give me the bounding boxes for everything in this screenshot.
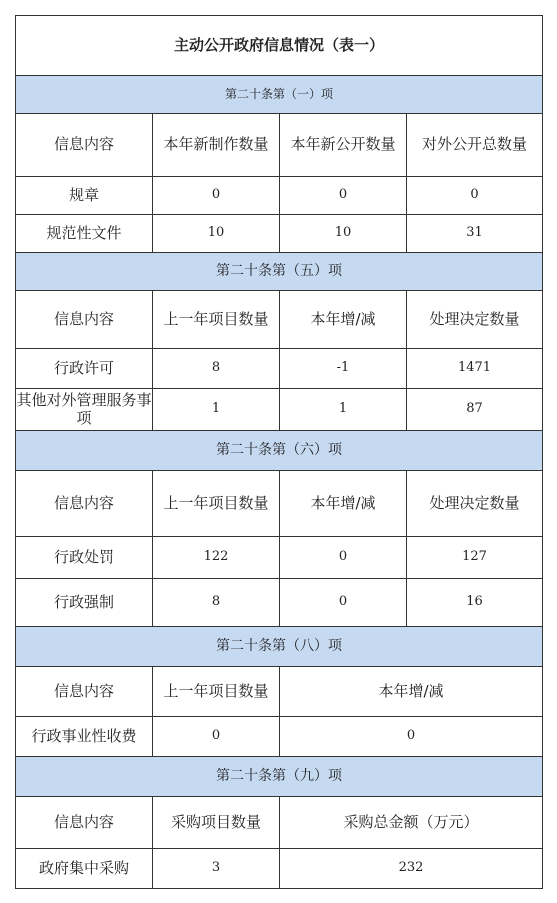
column-header: 本年新制作数量 xyxy=(153,114,280,177)
column-header: 对外公开总数量 xyxy=(407,114,543,177)
cell-value: 0 xyxy=(153,177,280,215)
section-heading: 第二十条第（一）项 xyxy=(16,76,543,114)
column-header: 上一年项目数量 xyxy=(153,471,280,537)
column-header: 信息内容 xyxy=(16,667,153,717)
column-header: 本年增/减 xyxy=(280,667,543,717)
cell-value: 0 xyxy=(407,177,543,215)
cell-value: -1 xyxy=(280,349,407,389)
cell-value: 10 xyxy=(153,215,280,253)
cell-value: 127 xyxy=(407,537,543,579)
row-label: 政府集中采购 xyxy=(16,849,153,889)
column-header: 采购项目数量 xyxy=(153,797,280,849)
disclosure-table xyxy=(15,15,543,889)
column-header: 信息内容 xyxy=(16,291,153,349)
cell-value: 232 xyxy=(280,849,543,889)
row-label: 其他对外管理服务事项 xyxy=(16,389,153,431)
section-heading: 第二十条第（九）项 xyxy=(16,757,543,797)
column-header: 信息内容 xyxy=(16,471,153,537)
table-row xyxy=(16,717,543,757)
cell-value: 31 xyxy=(407,215,543,253)
row-label: 行政事业性收费 xyxy=(16,717,153,757)
table-row xyxy=(16,389,543,431)
cell-value: 8 xyxy=(153,579,280,627)
cell-value: 1 xyxy=(280,389,407,431)
column-header: 采购总金额（万元） xyxy=(280,797,543,849)
cell-value: 10 xyxy=(280,215,407,253)
row-label: 行政处罚 xyxy=(16,537,153,579)
table-title: 主动公开政府信息情况（表一） xyxy=(16,16,543,76)
column-header: 信息内容 xyxy=(16,797,153,849)
cell-value: 0 xyxy=(280,537,407,579)
cell-value: 0 xyxy=(153,717,280,757)
table-row xyxy=(16,215,543,253)
cell-value: 3 xyxy=(153,849,280,889)
section-heading: 第二十条第（五）项 xyxy=(16,253,543,291)
cell-value: 16 xyxy=(407,579,543,627)
column-header: 上一年项目数量 xyxy=(153,291,280,349)
cell-value: 1471 xyxy=(407,349,543,389)
column-header: 本年新公开数量 xyxy=(280,114,407,177)
row-label: 规范性文件 xyxy=(16,215,153,253)
cell-value: 0 xyxy=(280,717,543,757)
cell-value: 8 xyxy=(153,349,280,389)
section-heading: 第二十条第（八）项 xyxy=(16,627,543,667)
row-label: 规章 xyxy=(16,177,153,215)
column-header: 处理决定数量 xyxy=(407,471,543,537)
column-header: 处理决定数量 xyxy=(407,291,543,349)
column-header: 信息内容 xyxy=(16,114,153,177)
cell-value: 122 xyxy=(153,537,280,579)
table-row xyxy=(16,177,543,215)
table-row xyxy=(16,579,543,627)
row-label: 行政许可 xyxy=(16,349,153,389)
row-label: 行政强制 xyxy=(16,579,153,627)
table-row xyxy=(16,537,543,579)
cell-value: 0 xyxy=(280,177,407,215)
column-header: 本年增/减 xyxy=(280,471,407,537)
section-heading: 第二十条第（六）项 xyxy=(16,431,543,471)
column-header: 本年增/减 xyxy=(280,291,407,349)
table-row xyxy=(16,349,543,389)
cell-value: 1 xyxy=(153,389,280,431)
column-header: 上一年项目数量 xyxy=(153,667,280,717)
cell-value: 0 xyxy=(280,579,407,627)
cell-value: 87 xyxy=(407,389,543,431)
table-row xyxy=(16,849,543,889)
